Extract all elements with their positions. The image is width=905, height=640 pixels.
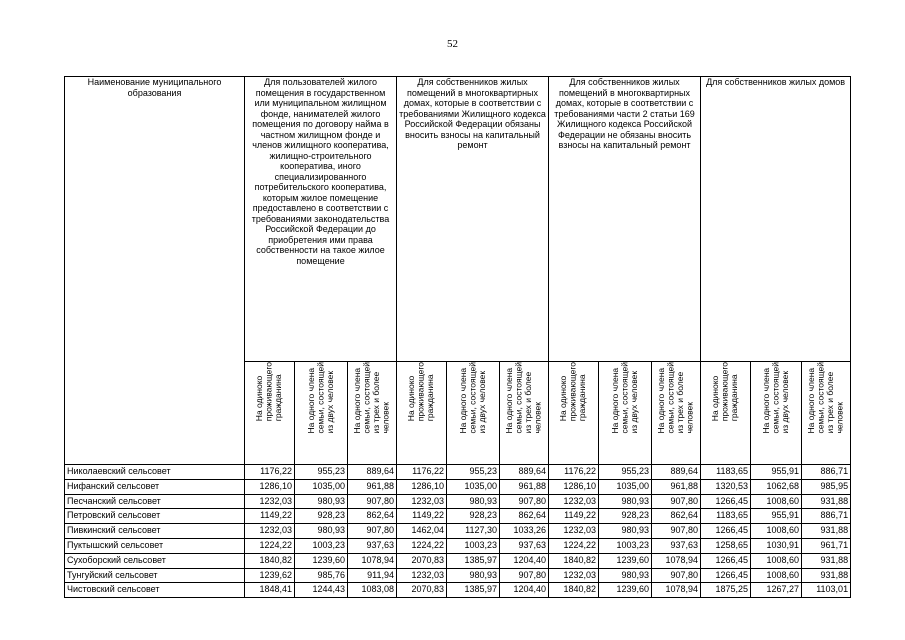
value-cell: 886,71 [802,509,851,524]
table-row [65,568,851,583]
municipality-name: Пуктышский сельсовет [65,538,245,553]
table-row [65,494,851,509]
value-cell: 985,76 [295,568,348,583]
value-cell: 1204,40 [500,553,549,568]
value-cell: 1232,03 [549,494,599,509]
value-cell: 862,64 [348,509,397,524]
value-cell: 1033,26 [500,524,549,539]
tariff-table [64,76,851,598]
subheader-three-plus: На одного члена семьи, состоящей из трех и более человек [802,362,851,465]
value-cell: 1204,40 [500,583,549,598]
value-cell: 955,91 [751,509,802,524]
table-body [65,465,851,598]
value-cell: 1176,22 [397,465,447,480]
value-cell: 1224,22 [549,538,599,553]
value-cell: 1176,22 [245,465,295,480]
table-row [65,465,851,480]
value-cell: 889,64 [348,465,397,480]
value-cell: 1062,68 [751,479,802,494]
value-cell: 1232,03 [549,524,599,539]
table-row [65,524,851,539]
subheader-three-plus: На одного члена семьи, состоящей из трех и более человек [500,362,549,465]
value-cell: 1008,60 [751,494,802,509]
value-cell: 1008,60 [751,524,802,539]
subheader-two: На одного члена семьи, состоящей из двух человек [599,362,652,465]
value-cell: 928,23 [295,509,348,524]
subheader-three-plus: На одного члена семьи, состоящей из трех и более человек [652,362,701,465]
municipality-name: Петровский сельсовет [65,509,245,524]
value-cell: 1127,30 [447,524,500,539]
subheader-single: На одиноко проживающего гражданина [701,362,751,465]
value-cell: 1149,22 [549,509,599,524]
municipality-name: Сухоборский сельсовет [65,553,245,568]
header-municipality: Наименование муниципального образования [65,77,245,465]
value-cell: 907,80 [348,524,397,539]
value-cell: 1258,65 [701,538,751,553]
value-cell: 1035,00 [447,479,500,494]
value-cell: 1232,03 [397,568,447,583]
value-cell: 907,80 [500,494,549,509]
value-cell: 1232,03 [397,494,447,509]
value-cell: 1078,94 [652,583,701,598]
value-cell: 862,64 [500,509,549,524]
value-cell: 1232,03 [245,524,295,539]
value-cell: 1266,45 [701,568,751,583]
value-cell: 1232,03 [549,568,599,583]
value-cell: 1008,60 [751,568,802,583]
value-cell: 1244,43 [295,583,348,598]
municipality-name: Пивкинский сельсовет [65,524,245,539]
value-cell: 931,88 [802,524,851,539]
value-cell: 1003,23 [295,538,348,553]
value-cell: 1103,01 [802,583,851,598]
value-cell: 1232,03 [245,494,295,509]
value-cell: 1286,10 [397,479,447,494]
municipality-name: Тунгуйский сельсовет [65,568,245,583]
value-cell: 1035,00 [295,479,348,494]
value-cell: 907,80 [652,524,701,539]
value-cell: 931,88 [802,553,851,568]
municipality-name: Николаевский сельсовет [65,465,245,480]
value-cell: 1003,23 [599,538,652,553]
value-cell: 1848,41 [245,583,295,598]
subheader-single: На одиноко проживающего гражданина [245,362,295,465]
value-cell: 961,88 [652,479,701,494]
value-cell: 1286,10 [549,479,599,494]
value-cell: 1030,91 [751,538,802,553]
value-cell: 955,91 [751,465,802,480]
value-cell: 1875,25 [701,583,751,598]
subheader-single: На одиноко проживающего гражданина [549,362,599,465]
value-cell: 985,95 [802,479,851,494]
value-cell: 1267,27 [751,583,802,598]
value-cell: 1320,53 [701,479,751,494]
value-cell: 1149,22 [397,509,447,524]
table-row [65,583,851,598]
municipality-name: Чистовский сельсовет [65,583,245,598]
municipality-name: Песчанский сельсовет [65,494,245,509]
value-cell: 862,64 [652,509,701,524]
value-cell: 1266,45 [701,553,751,568]
value-cell: 907,80 [652,494,701,509]
value-cell: 980,93 [295,524,348,539]
value-cell: 889,64 [652,465,701,480]
value-cell: 928,23 [447,509,500,524]
value-cell: 1239,60 [295,553,348,568]
value-cell: 1266,45 [701,524,751,539]
value-cell: 1385,97 [447,553,500,568]
value-cell: 937,63 [652,538,701,553]
municipality-name: Нифанский сельсовет [65,479,245,494]
value-cell: 1224,22 [245,538,295,553]
value-cell: 955,23 [295,465,348,480]
value-cell: 980,93 [447,494,500,509]
value-cell: 911,94 [348,568,397,583]
value-cell: 937,63 [500,538,549,553]
value-cell: 886,71 [802,465,851,480]
subheader-single: На одиноко проживающего гражданина [397,362,447,465]
header-group-4: Для собственников жилых домов [701,77,851,362]
value-cell: 955,23 [447,465,500,480]
value-cell: 907,80 [500,568,549,583]
value-cell: 1266,45 [701,494,751,509]
subheader-two: На одного члена семьи, состоящей из двух человек [751,362,802,465]
value-cell: 1083,08 [348,583,397,598]
value-cell: 1239,60 [599,553,652,568]
value-cell: 2070,83 [397,553,447,568]
value-cell: 1003,23 [447,538,500,553]
value-cell: 1224,22 [397,538,447,553]
value-cell: 1078,94 [348,553,397,568]
value-cell: 955,23 [599,465,652,480]
table-row [65,553,851,568]
value-cell: 1840,82 [549,553,599,568]
value-cell: 1840,82 [549,583,599,598]
value-cell: 980,93 [599,568,652,583]
value-cell: 937,63 [348,538,397,553]
table-row [65,479,851,494]
value-cell: 1385,97 [447,583,500,598]
subheader-three-plus: На одного члена семьи, состоящей из трех и более человек [348,362,397,465]
subheader-two: На одного члена семьи, состоящей из двух человек [295,362,348,465]
value-cell: 961,71 [802,538,851,553]
value-cell: 1840,82 [245,553,295,568]
value-cell: 907,80 [652,568,701,583]
value-cell: 980,93 [447,568,500,583]
value-cell: 1008,60 [751,553,802,568]
value-cell: 1149,22 [245,509,295,524]
header-group-3: Для собственников жилых помещений в многоквартирных домах, которые в соответствии с требованиями части 2 статьи 169 Жилищного кодекса Российской Федерации не обязаны вносить взносы на капитальный ремонт [549,77,701,362]
value-cell: 1035,00 [599,479,652,494]
value-cell: 1078,94 [652,553,701,568]
header-group-1: Для пользователей жилого помещения в государственном или муниципальном жилищном фонде, нанимателей жилого помещения по договору найма в частном жилищном фонде и членов жилищного кооператива, жилищно-строительного кооператива, иного специализированного потребительского кооператива, которым жилое помещение предоставлено в соответствии с требованиями законодательства Российской Федерации до приобретения ими права собственности на такое жилое помещение [245,77,397,362]
value-cell: 2070,83 [397,583,447,598]
value-cell: 1183,65 [701,465,751,480]
value-cell: 961,88 [500,479,549,494]
value-cell: 980,93 [599,524,652,539]
table-row [65,509,851,524]
header-group-2: Для собственников жилых помещений в многоквартирных домах, которые в соответствии с требованиями Жилищного кодекса Российской Федерации обязаны вносить взносы на капитальный ремонт [397,77,549,362]
table-row [65,538,851,553]
value-cell: 980,93 [295,494,348,509]
value-cell: 928,23 [599,509,652,524]
value-cell: 1176,22 [549,465,599,480]
value-cell: 1239,62 [245,568,295,583]
value-cell: 907,80 [348,494,397,509]
value-cell: 1239,60 [599,583,652,598]
subheader-two: На одного члена семьи, состоящей из двух человек [447,362,500,465]
value-cell: 1462,04 [397,524,447,539]
value-cell: 961,88 [348,479,397,494]
page-number: 52 [447,38,458,50]
value-cell: 980,93 [599,494,652,509]
value-cell: 931,88 [802,494,851,509]
value-cell: 889,64 [500,465,549,480]
value-cell: 1183,65 [701,509,751,524]
value-cell: 1286,10 [245,479,295,494]
value-cell: 931,88 [802,568,851,583]
